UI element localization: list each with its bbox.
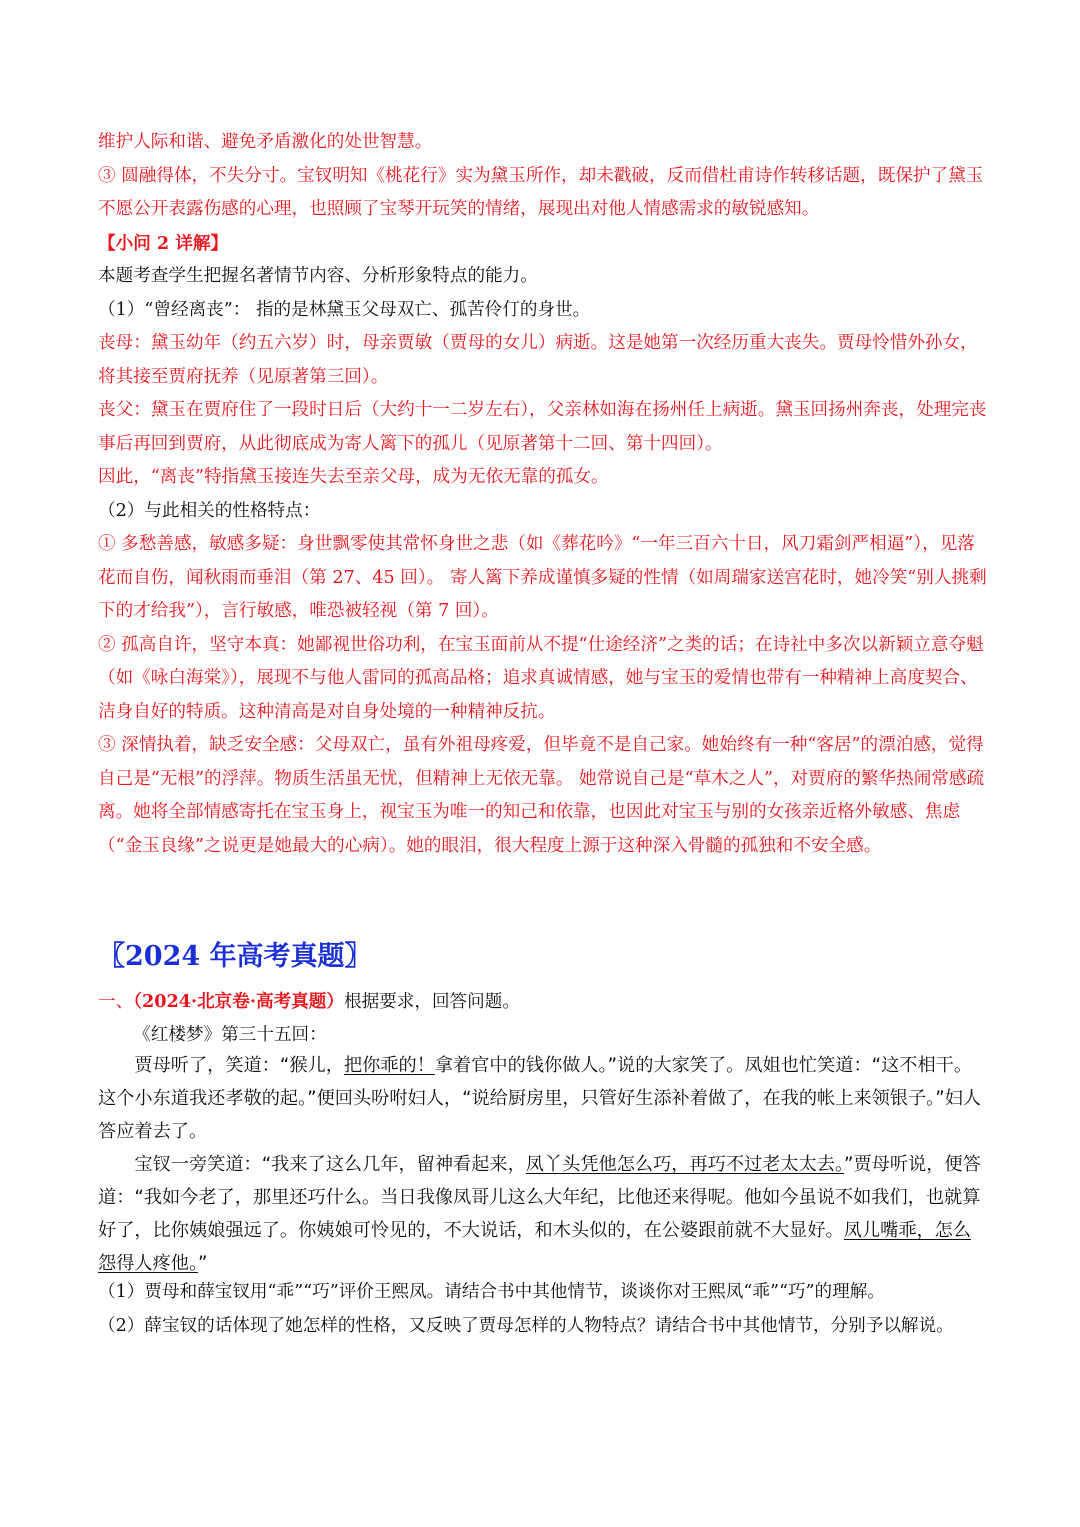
father-loss: 丧父：黛玉在贾府住了一段时日后（大约十一二岁左右），父亲林如海在扬州任上病逝。黛玉回扬州奔丧，处理完丧事后再回到贾府，从此彻底成为寄人篱下的孤儿（见原著第十二回、第十四回）。 (98, 400, 987, 454)
passage-text: 贾母听了，笑道：“猴儿， (134, 1055, 344, 1076)
answer-point-3: ③ 圆融得体，不失分寸。宝钗明知《桃花行》实为黛玉所作，却未戳破，反而借杜甫诗作转移话题，既保护了黛玉不愿公开表露伤感的心理，也照顾了宝琴开玩笑的情绪，展现出对他人情感需求的敏锐感知。 (98, 165, 984, 219)
passage-text: ”贾母听说，便答道：“我如今老了，那里还巧什么。当日我像凤哥儿这么大年纪，比他还来得呢。他如今虽说不如我们，也就算好了，比你姨娘强远了。你姨娘可怜见的，不大说话，和木头似的，在公婆跟前就不大显好。 (98, 1154, 981, 1241)
section-title: 〖2024 年高考真题〗 (98, 941, 372, 972)
part-2-heading: （2）与此相关的性格特点： (98, 500, 321, 521)
question-header (98, 985, 988, 1052)
passage-text: 拿着官中的钱你做人。”说的大家笑了。凤姐也忙笑道：“这不相干。这个小东道我还孝敬的起。”便回头吩咐妇人，“说给厨房里，只管好生添补着做了，在我的帐上来领银子。”妇人答应着去了。 (98, 1055, 982, 1142)
trait-3: ③ 深情执着，缺乏安全感：父母双亡，虽有外祖母疼爱，但毕竟不是自己家。她始终有一种“客居”的漂泊感，觉得自己是“无根”的浮萍。物质生活虽无忧，但精神上无依无靠。 她常说自己是“草木之人”，对贾府的繁华热闹常感疏离。她将全部情感寄托在宝玉身上，视宝玉为唯一的知己和依靠，也因此对宝玉与别的女孩亲近格外敏感、焦虑（“金玉良缘”之说更是她最大的心病）。她的眼泪，很大程度上源于这种深入骨髓的孤独和不安全感。 (98, 735, 985, 856)
passage-paragraph-1 (98, 1049, 988, 1148)
answer-section (98, 126, 988, 863)
question-source: （2024·北京卷·高考真题） (133, 991, 344, 1012)
book-reference: 《红楼梦》第三十五回： (133, 1025, 327, 1045)
underlined-phrase: 把你乖的！ (343, 1055, 435, 1076)
reading-passage (98, 1049, 988, 1280)
answer-paragraph-1-tail: 维护人际和谐、避免矛盾激化的处世智慧。 (98, 132, 433, 152)
part-1-text: 指的是林黛玉父母双亡、孤苦伶仃的身世。 (255, 299, 591, 320)
passage-text: ” (198, 1253, 208, 1274)
passage-paragraph-2 (98, 1148, 988, 1280)
underlined-phrase: 凤儿嘴乖，怎么怨得人疼他。 (98, 1220, 972, 1274)
trait-1: ① 多愁善感，敏感多疑：身世飘零使其常怀身世之悲（如《葬花吟》“一年三百六十日，风刀霜剑严相逼”），见落花而自伤，闻秋雨而垂泪（第 27、45 回）。 寄人篱下养成谨慎多疑的性情（如周瑞家送宫花时，她冷笑“别人挑剩下的才给我”），言行敏感，唯恐被轻视（第 7 回）。 (98, 534, 987, 621)
sub-question-2: （2）薛宝钗的话体现了她怎样的性格，又反映了贾母怎样的人物特点？请结合书中其他情节，分别予以解说。 (98, 1315, 954, 1336)
subquestion-2-header: 【小问 2 详解】 (98, 232, 229, 254)
part-1-heading (98, 294, 988, 328)
loss-conclusion: 因此，“离丧”特指黛玉接连失去至亲父母，成为无依无靠的孤女。 (98, 467, 609, 487)
question-number: 一、 (98, 992, 134, 1012)
passage-text: 宝钗一旁笑道：“我来了这么几年，留神看起来， (134, 1154, 526, 1175)
mother-loss: 丧母：黛玉幼年（约五六岁）时，母亲贾敏（贾母的女儿）病逝。这是她第一次经历重大丧失。贾母怜惜外孙女，将其接至贾府抚养（见原著第三回）。 (98, 333, 978, 387)
sub-question-1: （1）贾母和薛宝钗用“乖”“巧”评价王熙凤。请结合书中其他情节，谈谈你对王熙凤“乖”“巧”的理解。 (98, 1282, 885, 1302)
part-1-label: （1）“曾经离丧”： (98, 299, 251, 320)
trait-2: ② 孤高自许，坚守本真：她鄙视世俗功利，在宝玉面前从不提“仕途经济”之类的话；在诗社中多次以新颖立意夺魁（如《咏白海棠》），展现不与他人雷同的孤高品格；追求真诚情感，她与宝玉的爱情也带有一种精神上高度契合、洁身自好的特质。这种清高是对自身处境的一种精神反抗。 (98, 634, 984, 722)
underlined-phrase: 凤丫头凭他怎么巧，再巧不过老太太去。 (525, 1154, 845, 1175)
sub-questions (98, 1277, 988, 1344)
question-instruction: 根据要求，回答问题。 (343, 992, 520, 1012)
subquestion-2-intro: 本题考查学生把握名著情节内容、分析形象特点的能力。 (98, 266, 538, 286)
